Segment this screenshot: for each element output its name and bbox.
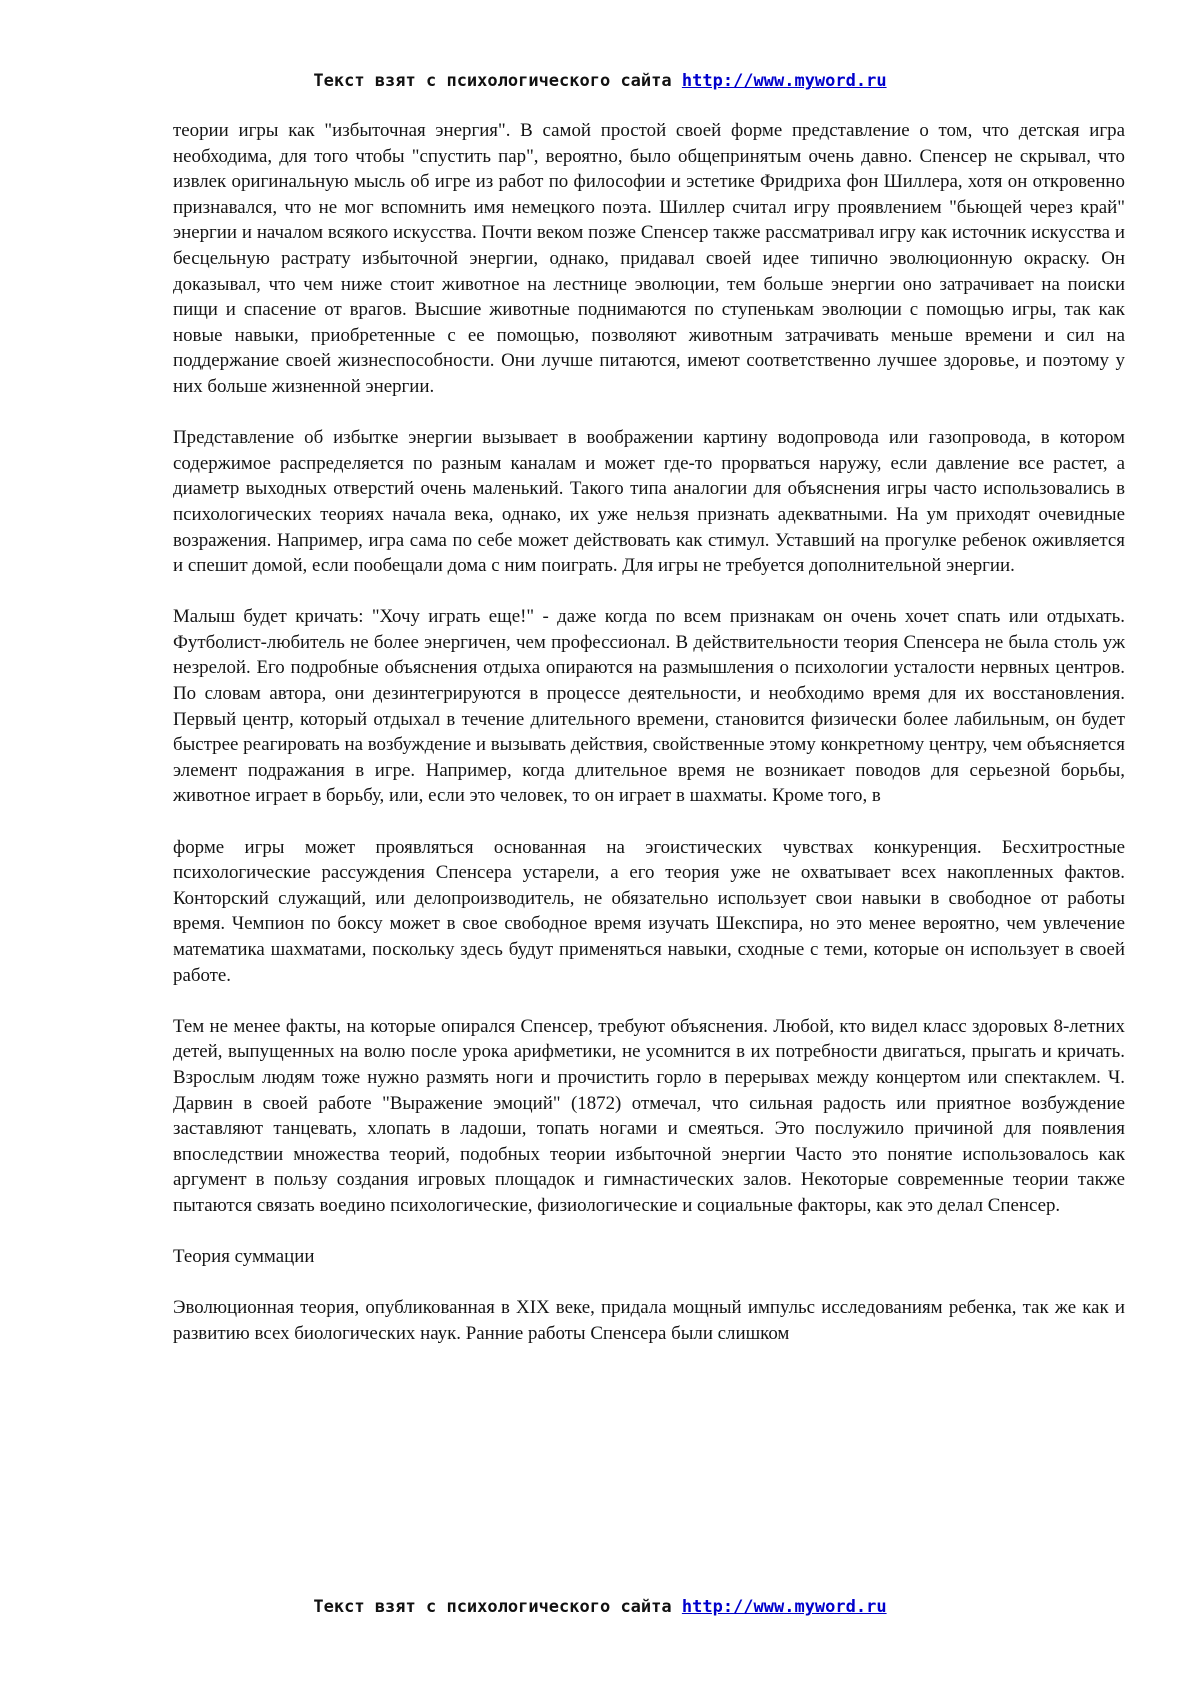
paragraph-4: форме игры может проявляться основанная на эгоистических чувствах конкуренция. Бесхитростные психологические рассуждения Спенсера устарели, а его теория уже не охватывает всех накопленных фактов. Конторский служащий, или делопроизводитель, не обязательно использует свои навыки в свободное от работы время. Чемпион по боксу может в свое свободное время изучать Шекспира, но это менее вероятно, чем увлечение математика шахматами, поскольку здесь будут применяться навыки, сходные с теми, которые он использует в своей работе. [173, 836, 1125, 986]
document-body [173, 118, 1125, 1347]
paragraph-2: Представление об избытке энергии вызывает в воображении картину водопровода или газопровода, в котором содержимое распределяется по разным каналам и может где-то прорваться наружу, если давление все растет, а диаметр выходных отверстий очень маленький. Такого типа аналогии для объяснения игры часто использовались в психологических теориях начала века, однако, их уже нельзя признать адекватными. На ум приходят очевидные возражения. Например, игра сама по себе может действовать как стимул. Уставший на прогулке ребенок оживляется и спешит домой, если пообещали дома с ним поиграть. Для игры не требуется дополнительной энергии. [173, 427, 1125, 577]
paragraph-6: Эволюционная теория, опубликованная в XIX веке, придала мощный импульс исследованиям ребенка, так же как и развитию всех биологических наук. Ранние работы Спенсера были слишком [173, 1297, 1125, 1344]
footer-site-link[interactable]: http://www.myword.ru [681, 1597, 887, 1617]
header-text: Текст взят с психологического сайта [313, 71, 682, 91]
section-heading: Теория суммации [173, 1246, 315, 1268]
paragraph-5: Тем не менее факты, на которые опирался Спенсер, требуют объяснения. Любой, кто видел класс здоровых 8-летних детей, выпущенных на волю после урока арифметики, не усомнится в их потребности двигаться, прыгать и кричать. Взрослым людям тоже нужно размять ноги и прочистить горло в перерывах между концертом или спектаклем. Ч. Дарвин в своей работе "Выражение эмоций" (1872) отмечал, что сильная радость или приятное возбуждение заставляют танцевать, хлопать в ладоши, топать ногами и смеяться. Это послужило причиной для появления впоследствии множества теорий, подобных теории избыточной энергии Часто это понятие использовалось как аргумент в пользу создания игровых площадок и гимнастических залов. Некоторые современные теории также пытаются связать воедино психологические, физиологические и социальные факторы, как это делал Спенсер. [173, 1015, 1125, 1216]
paragraph-3: Малыш будет кричать: "Хочу играть еще!" - даже когда по всем признакам он очень хочет спать или отдыхать. Футболист-любитель не более энергичен, чем профессионал. В действительности теория Спенсера не была столь уж незрелой. Его подробные объяснения отдыха опираются на размышления о психологии усталости нервных центров. По словам автора, они дезинтегрируются в процессе деятельности, и необходимо время для их восстановления. Первый центр, который отдыхал в течение длительного времени, становится физически более лабильным, он будет быстрее реагировать на возбуждение и вызывать действия, свойственные этому конкретному центру, чем объясняется элемент подражания в игре. Например, когда длительное время не возникает поводов для серьезной борьбы, животное играет в борьбу, или, если это человек, то он играет в шахматы. Кроме того, в [173, 606, 1125, 807]
footer-banner [0, 1596, 1200, 1618]
header-site-link[interactable]: http://www.myword.ru [681, 71, 887, 91]
paragraph-1: теории игры как "избыточная энергия". В самой простой своей форме представление о том, что детская игра необходима, для того чтобы "спустить пар", вероятно, было общепринятым очень давно. Спенсер не скрывал, что извлек оригинальную мысль об игре из работ по философии и эстетике Фридриха фон Шиллера, хотя он откровенно признавался, что не мог вспомнить имя немецкого поэта. Шиллер считал игру проявлением "бьющей через край" энергии и началом всякого искусства. Почти веком позже Спенсер также рассматривал игру как источник искусства и бесцельную растрату избыточной энергии, однако, придавал своей идее типично эволюционную окраску. Он доказывал, что чем ниже стоит животное на лестнице эволюции, тем больше энергии оно затрачивает на поиски пищи и спасение от врагов. Высшие животные поднимаются по ступенькам эволюции с помощью игры, так как новые навыки, приобретенные с ее помощью, позволяют животным затрачивать меньше времени и сил на поддержание своей жизнеспособности. Они лучше питаются, имеют соответственно лучшее здоровье, и поэтому у них больше жизненной энергии. [173, 120, 1125, 397]
footer-text: Текст взят с психологического сайта [313, 1597, 682, 1617]
header-banner [0, 70, 1200, 92]
